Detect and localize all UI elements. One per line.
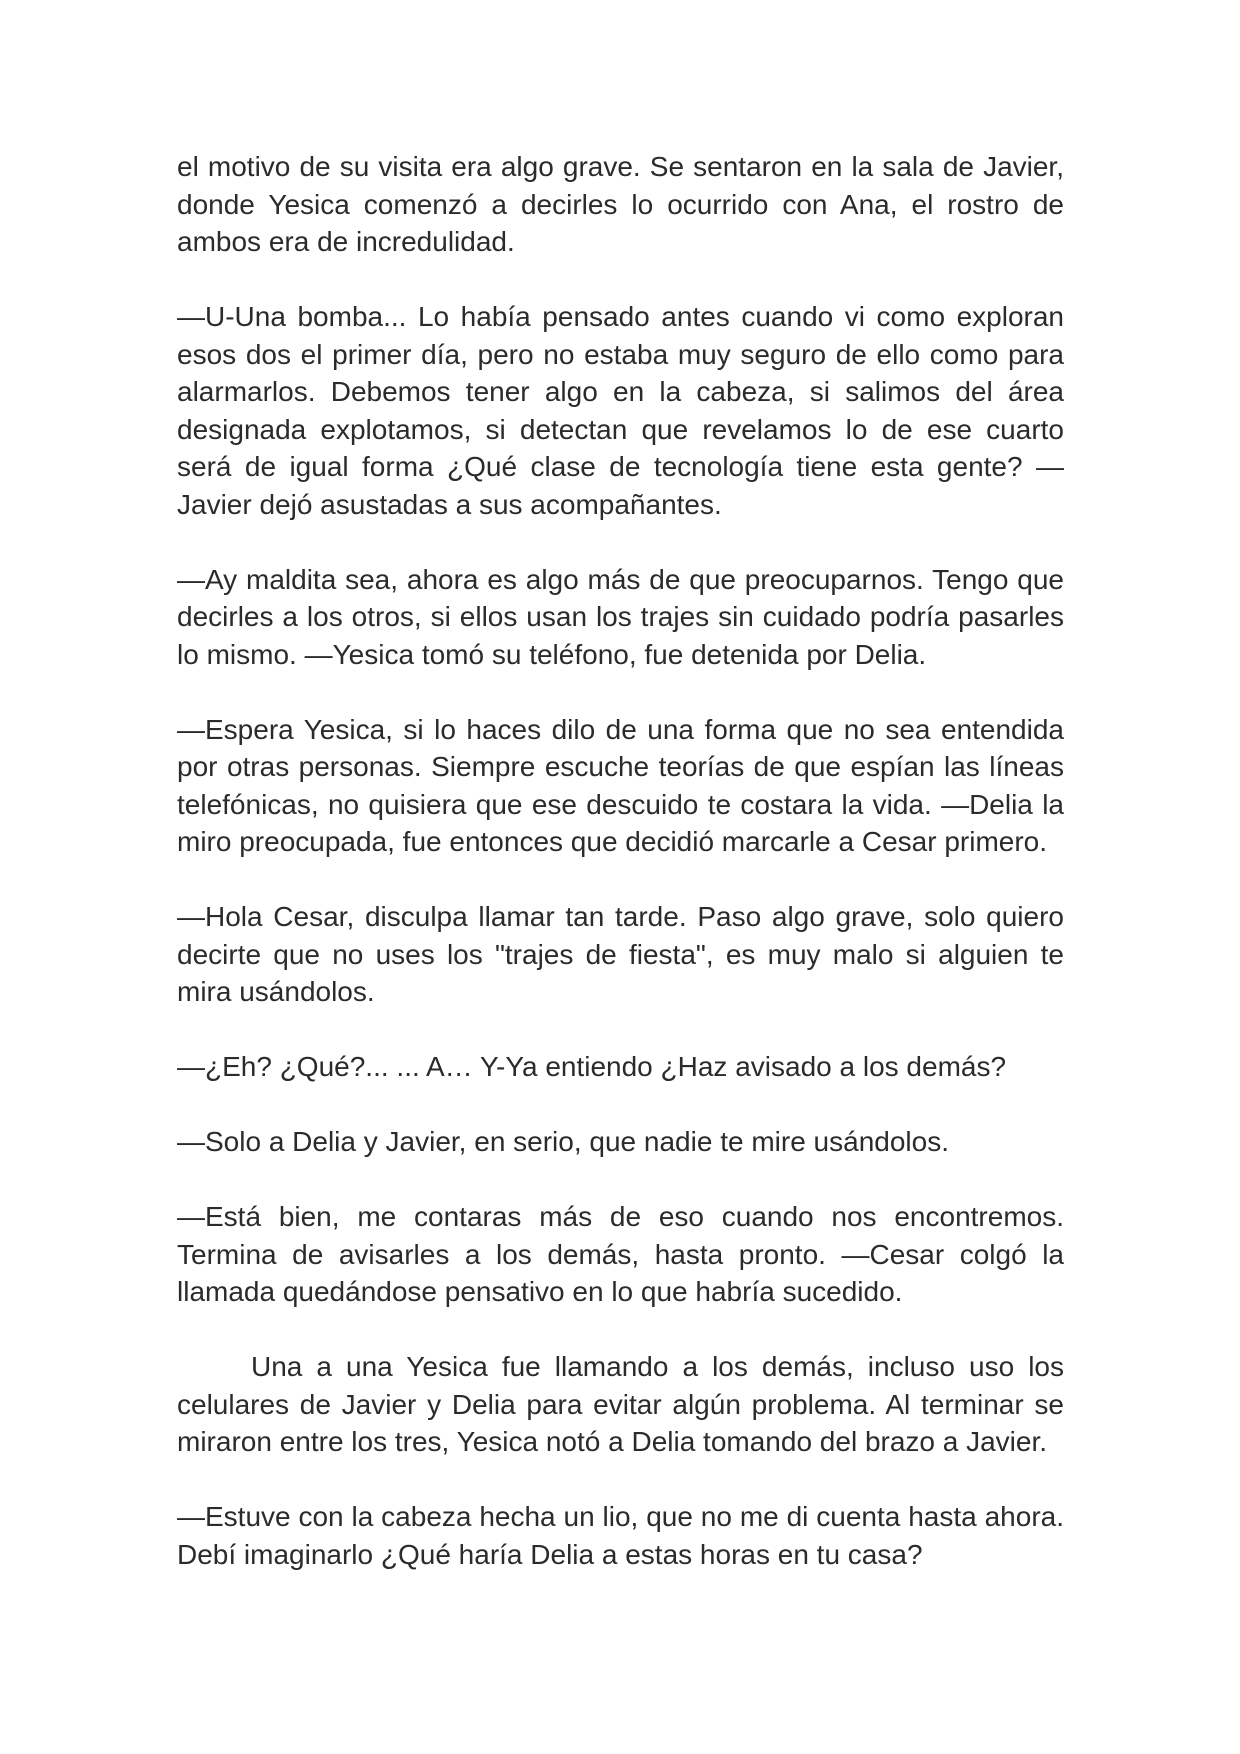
paragraph-10: —Estuve con la cabeza hecha un lio, que no me di cuenta hasta ahora. Debí imaginarlo ¿Qué haría Delia a estas horas en tu casa? [177,1501,1064,1570]
paragraph-3: —Ay maldita sea, ahora es algo más de que preocuparnos. Tengo que decirles a los otros, si ellos usan los trajes sin cuidado podría pasarles lo mismo. —Yesica tomó su teléfono, fue detenida por Delia. [177,563,1064,670]
paragraph-4: —Espera Yesica, si lo haces dilo de una forma que no sea entendida por otras personas. Siempre escuche teorías de que espían las líneas telefónicas, no quisiera que ese descuido te costara la vida. —Delia la miro preocupada, fue entonces que decidió marcarle a Cesar primero. [177,713,1064,857]
paragraph-9: Una a una Yesica fue llamando a los demás, incluso uso los celulares de Javier y Delia para evitar algún problema. Al terminar se miraron entre los tres, Yesica notó a Delia tomando del brazo a Javier. [177,1351,1064,1457]
paragraph-8: —Está bien, me contaras más de eso cuando nos encontremos. Termina de avisarles a los demás, hasta pronto. —Cesar colgó la llamada quedándose pensativo en lo que habría sucedido. [177,1201,1064,1307]
paragraph-5: —Hola Cesar, disculpa llamar tan tarde. Paso algo grave, solo quiero decirte que no uses los "trajes de fiesta", es muy malo si alguien te mira usándolos. [177,901,1064,1007]
paragraph-2: —U-Una bomba... Lo había pensado antes cuando vi como exploran esos dos el primer día, pero no estaba muy seguro de ello como para alarmarlos. Debemos tener algo en la cabeza, si salimos del área designada explotamos, si detectan que revelamos lo de ese cuarto será de igual forma ¿Qué clase de tecnología tiene esta gente? —Javier dejó asustadas a sus acompañantes. [177,301,1064,520]
paragraph-7: —Solo a Delia y Javier, en serio, que nadie te mire usándolos. [177,1126,949,1157]
document-page [177,148,1064,1573]
paragraph-6: —¿Eh? ¿Qué?... ... A… Y-Ya entiendo ¿Haz avisado a los demás? [177,1051,1007,1082]
paragraph-1: el motivo de su visita era algo grave. Se sentaron en la sala de Javier, donde Yesica comenzó a decirles lo ocurrido con Ana, el rostro de ambos era de incredulidad. [177,151,1064,257]
